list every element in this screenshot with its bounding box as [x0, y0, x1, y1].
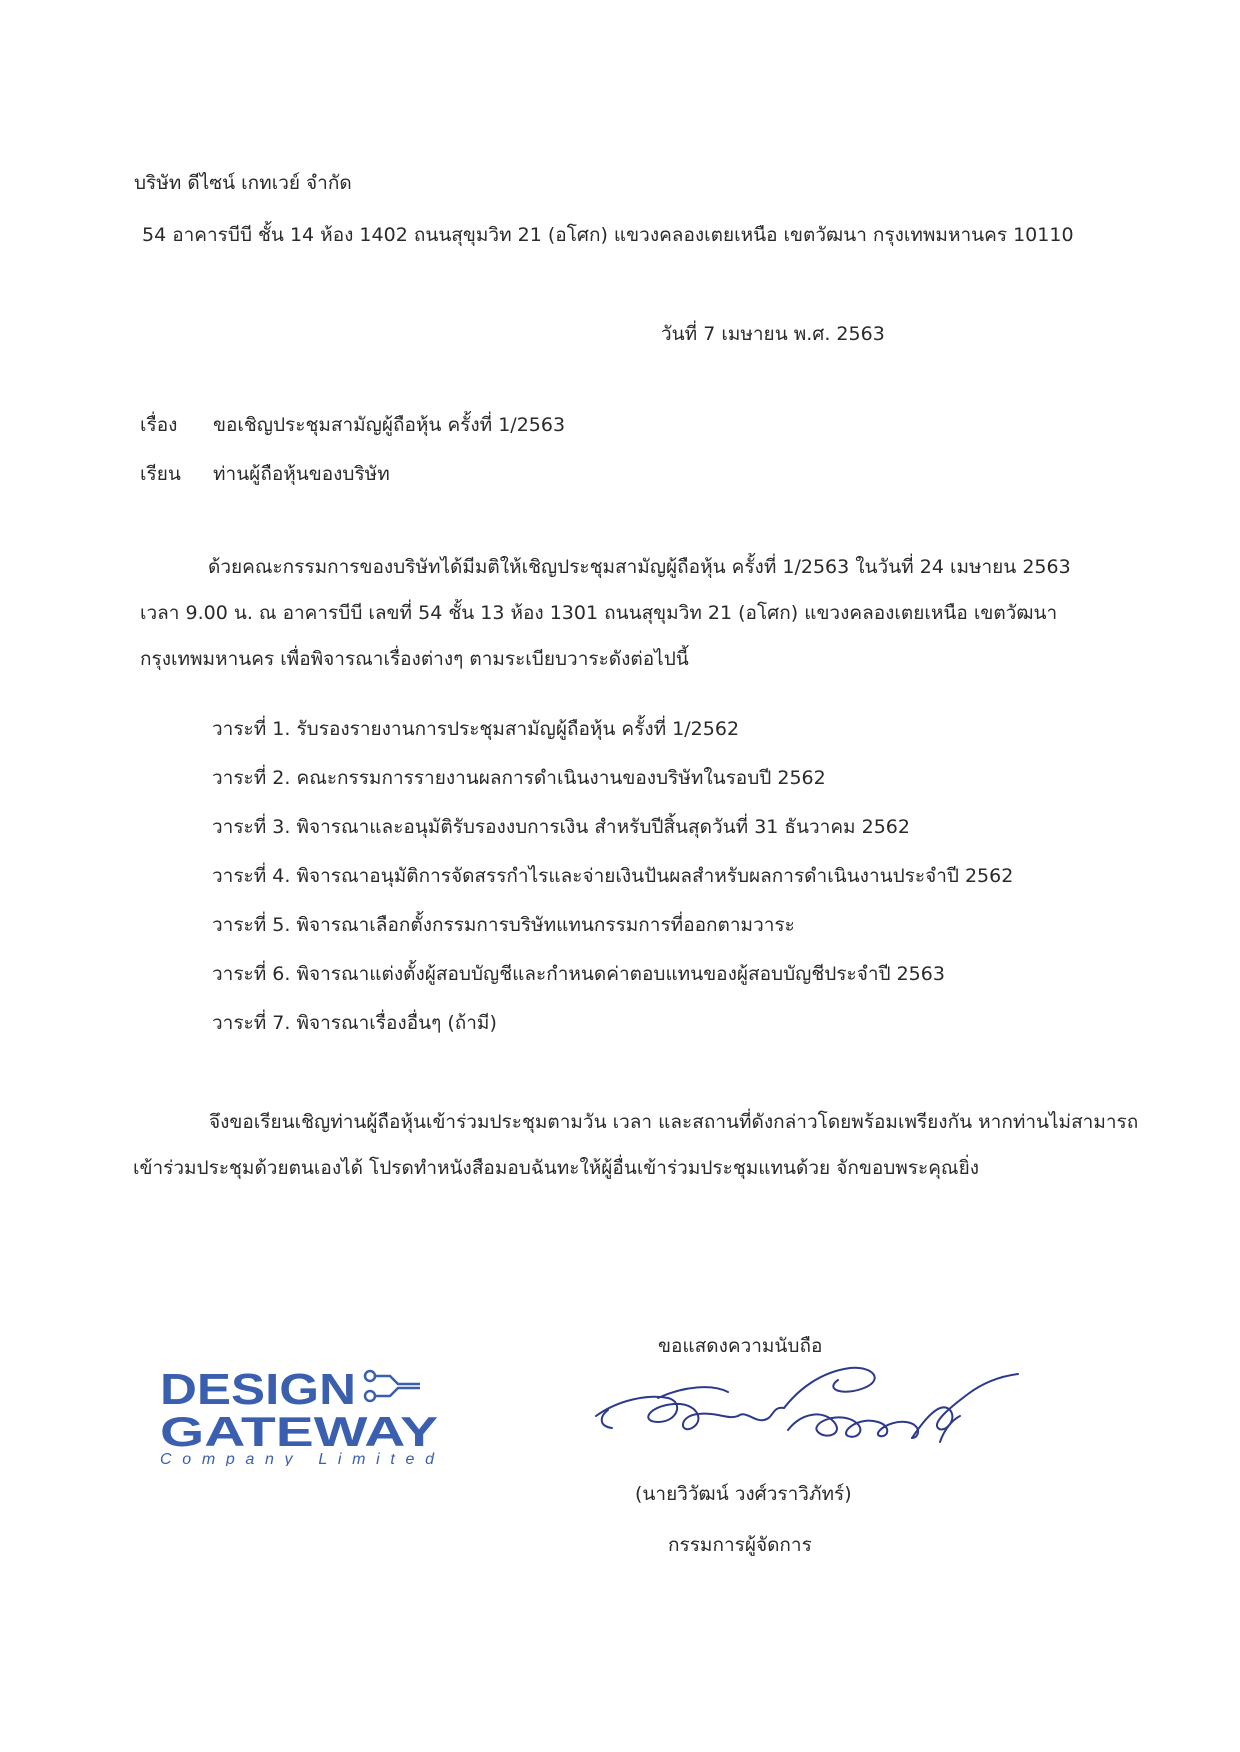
signature-mark: [588, 1350, 1028, 1460]
agenda-item: วาระที่ 6. พิจารณาแต่งตั้งผู้สอบบัญชีและกำหนดค่าตอบแทนของผู้สอบบัญชีประจำปี 2563: [212, 963, 945, 985]
subject-text: ขอเชิญประชุมสามัญผู้ถือหุ้น ครั้งที่ 1/2563: [213, 414, 566, 436]
signatory-name: (นายวิวัฒน์ วงศ์วราวิภัทร์): [635, 1483, 852, 1505]
paragraph-line: จึงขอเรียนเชิญท่านผู้ถือหุ้นเข้าร่วมประชุมตามวัน เวลา และสถานที่ดังกล่าวโดยพร้อมเพรียงกัน หากท่านไม่สามารถ: [209, 1111, 1139, 1133]
agenda-item: วาระที่ 4. พิจารณาอนุมัติการจัดสรรกำไรและจ่ายเงินปันผลสำหรับผลการดำเนินงานประจำปี 2562: [212, 865, 1014, 887]
subject-label: เรื่อง: [140, 414, 178, 436]
agenda-item: วาระที่ 3. พิจารณาและอนุมัติรับรองงบการเงิน สำหรับปีสิ้นสุดวันที่ 31 ธันวาคม 2562: [212, 816, 910, 838]
company-address: 54 อาคารบีบี ชั้น 14 ห้อง 1402 ถนนสุขุมวิท 21 (อโศก) แขวงคลองเตยเหนือ เขตวัฒนา กรุงเทพมหานคร 10110: [142, 224, 1074, 246]
agenda-item: วาระที่ 1. รับรองรายงานการประชุมสามัญผู้ถือหุ้น ครั้งที่ 1/2562: [212, 718, 740, 740]
paragraph-line: เข้าร่วมประชุมด้วยตนเองได้ โปรดทำหนังสือมอบฉันทะให้ผู้อื่นเข้าร่วมประชุมแทนด้วย จักขอบพระคุณยิ่ง: [133, 1157, 979, 1179]
signatory-position: กรรมการผู้จัดการ: [668, 1534, 812, 1556]
invitation-paragraph: [140, 544, 1093, 682]
paragraph-line: ด้วยคณะกรรมการของบริษัทได้มีมติให้เชิญประชุมสามัญผู้ถือหุ้น ครั้งที่ 1/2563 ในวันที่ 24 เมษายน 2563: [208, 556, 1071, 578]
recipient-label: เรียน: [140, 463, 181, 485]
agenda-item: วาระที่ 7. พิจารณาเรื่องอื่นๆ (ถ้ามี): [212, 1012, 497, 1034]
closing-paragraph: [133, 1099, 1139, 1191]
circuit-icon: [365, 1371, 420, 1401]
logo-line2: GATEWAY: [160, 1408, 438, 1455]
agenda-item: วาระที่ 5. พิจารณาเลือกตั้งกรรมการบริษัทแทนกรรมการที่ออกตามวาระ: [212, 914, 795, 936]
company-logo: [158, 1362, 448, 1466]
logo-line1: DESIGN: [160, 1365, 356, 1414]
agenda-list: [212, 716, 1013, 1059]
letter-date: วันที่ 7 เมษายน พ.ศ. 2563: [661, 323, 885, 345]
agenda-item: วาระที่ 2. คณะกรรมการรายงานผลการดำเนินงานของบริษัทในรอบปี 2562: [212, 767, 826, 789]
company-name: บริษัท ดีไซน์ เกทเวย์ จำกัด: [134, 172, 352, 194]
recipient-text: ท่านผู้ถือหุ้นของบริษัท: [213, 463, 390, 485]
paragraph-line: เวลา 9.00 น. ณ อาคารบีบี เลขที่ 54 ชั้น 13 ห้อง 1301 ถนนสุขุมวิท 21 (อโศก) แขวงคลองเตยเหนือ เขตวัฒนา: [140, 602, 1058, 624]
logo-line3: Company Limited: [160, 1451, 434, 1466]
paragraph-line: กรุงเทพมหานคร เพื่อพิจารณาเรื่องต่างๆ ตามระเบียบวาระดังต่อไปนี้: [140, 648, 689, 670]
closing-salutation: ขอแสดงความนับถือ: [658, 1335, 823, 1357]
